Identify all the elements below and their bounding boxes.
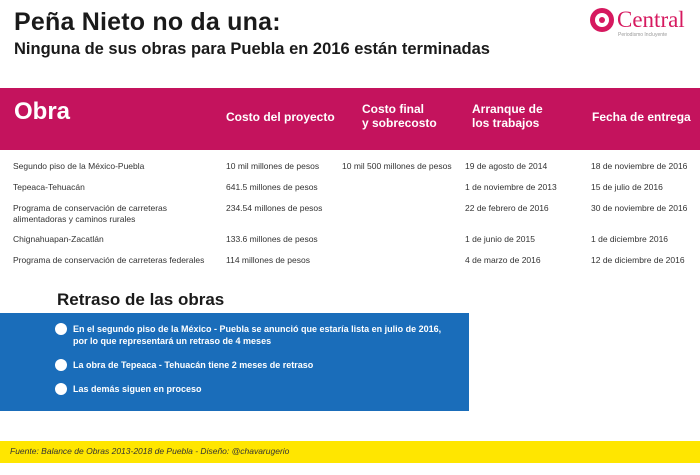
column-header-arranque: Arranque de los trabajos (472, 102, 543, 130)
cell-costo-proyecto: 641.5 millones de pesos (226, 182, 318, 192)
cell-obra: Programa de conservación de carreteras alimentadoras y caminos rurales (13, 203, 168, 224)
delay-item-text: La obra de Tepeaca - Tehuacán tiene 2 meses de retraso (73, 360, 314, 370)
cell-fecha-entrega: 18 de noviembre de 2016 (591, 161, 688, 171)
delay-item (55, 359, 443, 371)
column-header-costo-proyecto: Costo del proyecto (226, 110, 335, 124)
cell-fecha-entrega: 12 de diciembre de 2016 (591, 255, 685, 265)
bullet-dot-icon (55, 383, 67, 395)
column-header-costo-final: Costo final y sobrecosto (362, 102, 437, 130)
delay-item-text: Las demás siguen en proceso (73, 384, 202, 394)
cell-fecha-entrega: 30 de noviembre de 2016 (591, 203, 688, 213)
cell-obra: Tepeaca-Tehuacán (13, 182, 85, 192)
column-header-obra: Obra (14, 98, 71, 125)
central-logo-tagline: Periodismo Incluyente (618, 32, 668, 38)
cell-arranque: 1 de junio de 2015 (465, 234, 535, 244)
delay-item (55, 383, 443, 395)
cell-arranque: 19 de agosto de 2014 (465, 161, 548, 171)
cell-arranque: 4 de marzo de 2016 (465, 255, 541, 265)
cell-costo-proyecto: 234.54 millones de pesos (226, 203, 323, 213)
delays-title: Retraso de las obras (57, 290, 225, 309)
cell-arranque: 1 de noviembre de 2013 (465, 182, 557, 192)
bullet-dot-icon (55, 359, 67, 371)
cell-fecha-entrega: 1 de diciembre 2016 (591, 234, 669, 244)
cell-fecha-entrega: 15 de julio de 2016 (591, 182, 663, 192)
central-logo-icon (590, 8, 614, 32)
page-title: Peña Nieto no da una: (14, 8, 281, 36)
cell-obra: Chignahuapan-Zacatlán (13, 234, 104, 244)
cell-costo-final: 10 mil 500 millones de pesos (342, 161, 452, 171)
cell-arranque: 22 de febrero de 2016 (465, 203, 549, 213)
delay-item-text: En el segundo piso de la México - Puebla se anunció que estaría lista en julio de 2016, por lo que representará un retraso de 4 meses (73, 324, 442, 346)
central-logo-text: Central (617, 7, 685, 32)
footer-source: Fuente: Balance de Obras 2013-2018 de Puebla - Diseño: @chavarugerio (10, 446, 290, 456)
bullet-dot-icon (55, 323, 67, 335)
cell-costo-proyecto: 114 millones de pesos (226, 255, 310, 265)
cell-costo-proyecto: 10 mil millones de pesos (226, 161, 320, 171)
delay-item (55, 323, 443, 347)
cell-obra: Programa de conservación de carreteras federales (13, 255, 205, 265)
central-logo[interactable] (590, 7, 685, 33)
page-subtitle: Ninguna de sus obras para Puebla en 2016 están terminadas (14, 40, 490, 58)
cell-obra: Segundo piso de la México-Puebla (13, 161, 145, 171)
cell-costo-proyecto: 133.6 millones de pesos (226, 234, 318, 244)
column-header-fecha-entrega: Fecha de entrega (592, 110, 691, 124)
